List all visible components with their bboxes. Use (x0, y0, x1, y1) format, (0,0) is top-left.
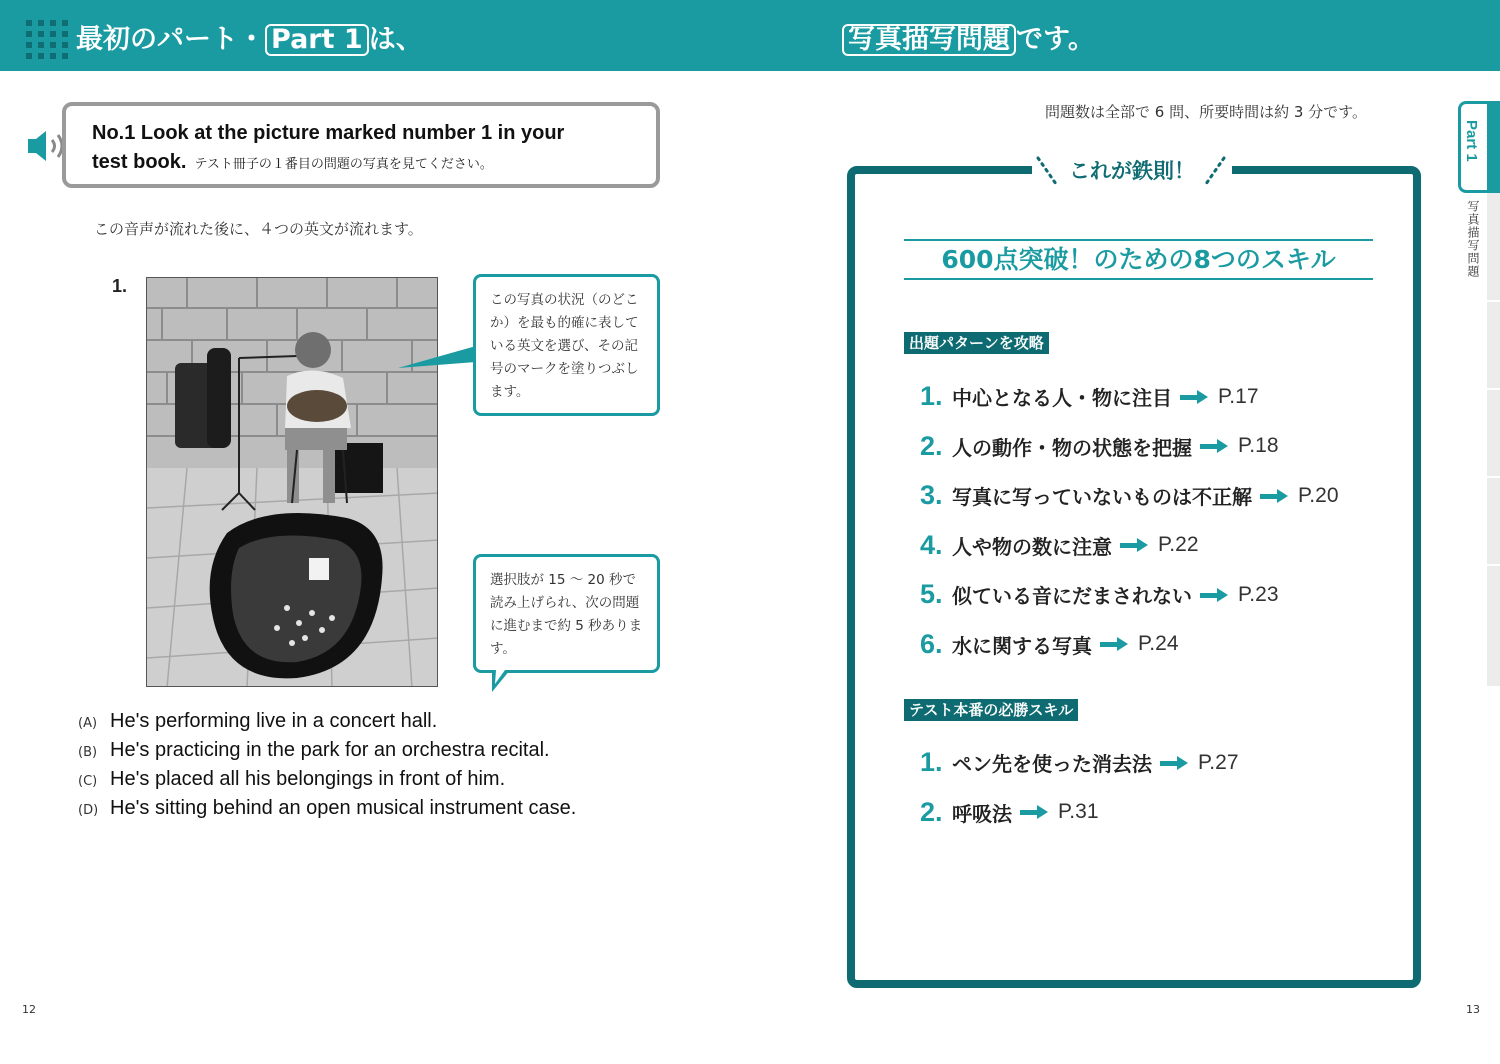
callout-2-pointer-icon (488, 670, 514, 694)
callout-1-pointer-icon (398, 340, 478, 380)
skill-label: ペン先を使った消去法 (952, 752, 1152, 777)
skill-label: 中心となる人・物に注目 (952, 386, 1172, 411)
arrow-right-icon (1260, 489, 1288, 503)
question-count-info: 問題数は全部で 6 問、所要時間は約 3 分です。 (1045, 103, 1367, 121)
header-right-suffix: です。 (1016, 24, 1095, 55)
arrow-right-icon (1100, 637, 1128, 651)
skill-number: 4. (920, 529, 943, 560)
skill-label: 似ている音にだまされない (952, 584, 1192, 609)
skill-page-ref: P.18 (1238, 434, 1279, 458)
header-left-title (76, 24, 423, 56)
skill-page-ref: P.24 (1138, 632, 1179, 656)
choice-d-letter: (D) (78, 803, 99, 818)
arrow-right-icon (1120, 538, 1148, 552)
header-right-title (842, 24, 1095, 56)
arrow-right-icon (1020, 805, 1048, 819)
skill-page-ref: P.22 (1158, 533, 1199, 557)
skill-label: 水に関する写真 (952, 633, 1092, 658)
skill-label: 呼吸法 (952, 801, 1012, 826)
header-type-badge: 写真描写問題 (842, 24, 1016, 56)
skill-number: 2. (920, 430, 943, 461)
choice-b-text: He's practicing in the park for an orchestra recital. (110, 739, 550, 761)
right-page-number: 13 (1466, 1003, 1480, 1016)
side-index-tab-accent (1487, 101, 1500, 193)
skill-page-ref: P.20 (1298, 483, 1339, 507)
skill-item (920, 372, 1339, 422)
answer-choices (78, 710, 576, 826)
section-label-patterns: 出題パターンを攻略 (904, 332, 1049, 354)
side-tab-label: Part 1 (1463, 120, 1480, 162)
skill-list-test-day (920, 738, 1239, 837)
choice-a (78, 710, 576, 739)
header-band (0, 0, 1500, 71)
skill-label: 人の動作・物の状態を把握 (952, 435, 1192, 460)
intro-text: この音声が流れた後に、４つの英文が流れます。 (94, 220, 423, 238)
header-left-prefix: 最初のパート・ (76, 24, 265, 55)
skill-number: 6. (920, 628, 943, 659)
callout-timing-note (473, 554, 660, 673)
skill-heading-box (904, 239, 1373, 280)
question-photo (146, 277, 438, 687)
skill-label: 写真に写っていないものは不正解 (952, 485, 1252, 510)
instruction-japanese: テスト冊子の１番目の問題の写真を見てください。 (194, 156, 493, 171)
skill-page-ref: P.23 (1238, 582, 1279, 606)
arrow-right-icon (1200, 439, 1228, 453)
skill-page-ref: P.31 (1058, 800, 1099, 824)
dots-decoration-icon (26, 20, 68, 60)
side-section-label: 写真描写問題 (1466, 200, 1480, 278)
skill-item (920, 788, 1239, 838)
skill-item (920, 738, 1239, 788)
skill-number: 1. (920, 747, 943, 778)
skill-item (920, 422, 1339, 472)
skill-list-patterns (920, 372, 1339, 669)
skill-label: 人や物の数に注意 (952, 534, 1112, 559)
header-part-badge: Part 1 (265, 24, 369, 56)
rules-title-text: これが鉄則！ (1069, 159, 1195, 183)
callout-photo-instruction (473, 274, 660, 416)
choice-b (78, 739, 576, 768)
arrow-right-icon (1200, 588, 1228, 602)
instruction-english-line2 (92, 148, 656, 178)
skill-item (920, 620, 1339, 670)
skill-heading: 600点突破！のための8つのスキル (941, 245, 1336, 274)
question-number: 1. (112, 276, 128, 296)
choice-d (78, 797, 576, 826)
street-musician-photo-image (147, 278, 438, 687)
skill-number: 2. (920, 796, 943, 827)
instruction-english-line2-text: test book. (92, 151, 187, 173)
rules-title-right-sparkle-icon (1200, 156, 1226, 188)
arrow-right-icon (1160, 756, 1188, 770)
choice-c-text: He's placed all his belongings in front of him. (110, 768, 506, 790)
arrow-right-icon (1180, 390, 1208, 404)
audio-instruction-box (62, 102, 660, 188)
skill-number: 1. (920, 381, 943, 412)
instruction-english-line1: No.1 Look at the picture marked number 1 in your (92, 122, 565, 144)
left-page-number: 12 (22, 1003, 36, 1016)
skill-number: 3. (920, 480, 943, 511)
callout-2-text: 選択肢が 15 ～ 20 秒で読み上げられ、次の問題に進むまで約 5 秒あります。 (490, 572, 643, 657)
skill-item (920, 471, 1339, 521)
skill-number: 5. (920, 579, 943, 610)
section-label-test-day: テスト本番の必勝スキル (904, 699, 1078, 721)
choice-b-letter: (B) (78, 745, 98, 760)
rules-title-left-sparkle-icon (1036, 156, 1062, 188)
callout-1-text: この写真の状況（のどこか）を最も的確に表している英文を選び、その記号のマークを塗りつぶします。 (490, 292, 639, 400)
skill-page-ref: P.27 (1198, 750, 1239, 774)
choice-d-text: He's sitting behind an open musical instrument case. (110, 797, 577, 819)
choice-c-letter: (C) (78, 774, 98, 789)
skill-item (920, 521, 1339, 571)
skill-page-ref: P.17 (1218, 384, 1259, 408)
choice-a-text: He's performing live in a concert hall. (110, 710, 438, 732)
skill-item (920, 570, 1339, 620)
header-left-suffix: は、 (368, 24, 423, 55)
choice-c (78, 768, 576, 797)
choice-a-letter: (A) (78, 716, 98, 731)
